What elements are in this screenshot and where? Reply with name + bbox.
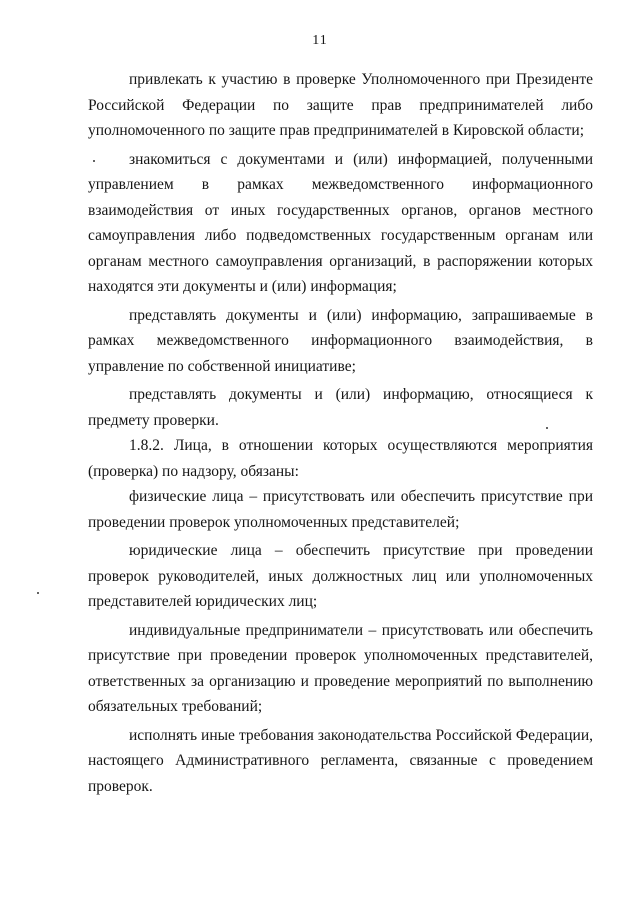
scan-speck [37, 592, 39, 594]
paragraph-entrepreneurs: индивидуальные предприниматели – присутствовать или обеспечить присутствие при проведении проверок уполномоченных представителей, ответственных за организацию и проведение мероприятий по выполнению обязательных требований; [88, 621, 593, 715]
paragraph-involve-ombudsman: привлекать к участию в проверке Уполномоченного при Президенте Российской Федерации по защите прав предпринимателей либо уполномоченного по защите прав предпринимателей в Кировской области; [88, 71, 593, 139]
paragraph-other-requirements: исполнять иные требования законодательства Российской Федерации, настоящего Административного регламента, связанные с проведением проверок. [88, 726, 593, 795]
paragraph-individuals: физические лица – присутствовать или обеспечить присутствие при проведении проверок уполномоченных представителей; [88, 488, 593, 531]
paragraph-submit-documents-subject: представлять документы и (или) информацию, относящиеся к предмету проверки. [88, 386, 593, 429]
page-number: 11 [312, 33, 328, 48]
scan-speck [546, 427, 548, 429]
paragraph-submit-documents-initiative: представлять документы и (или) информацию, запрашиваемые в рамках межведомственного информационного взаимодействия, в управление по собственной инициативе; [88, 306, 593, 375]
paragraph-review-documents: знакомиться с документами и (или) информацией, полученными управлением в рамках межведомственного информационного взаимодействия от иных государственных органов, органов местного самоуправления либо подведомственных государственным органам или органам местного самоуправления организаций, в распоряжении которых находятся эти документы и (или) информация; [88, 150, 593, 295]
document-body [88, 67, 593, 799]
paragraph-section-1-8-2: 1.8.2. Лица, в отношении которых осуществляются мероприятия (проверка) по надзору, обязаны: [88, 437, 593, 480]
paragraph-legal-entities: юридические лица – обеспечить присутствие при проведении проверок руководителей, иных должностных лиц или уполномоченных представителей юридических лиц; [88, 542, 593, 610]
scan-speck [93, 160, 95, 162]
